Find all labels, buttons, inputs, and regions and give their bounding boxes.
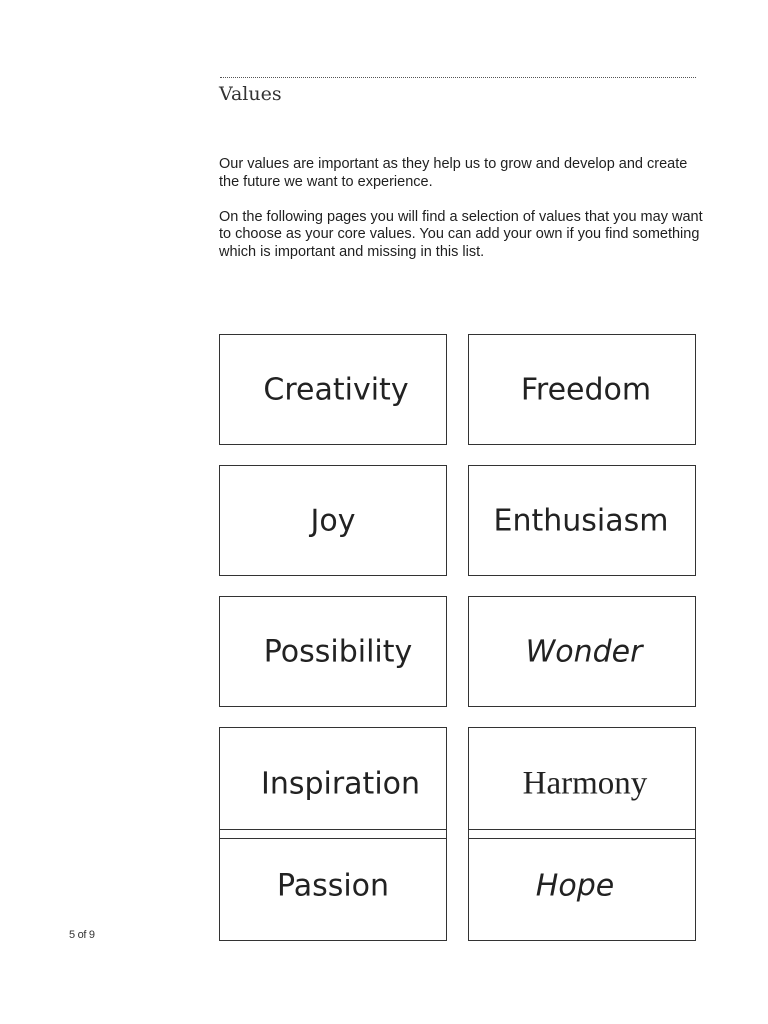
value-card-passion	[219, 829, 447, 941]
section-title: Values	[219, 83, 282, 105]
value-card-label: Hope	[535, 868, 615, 904]
value-card-label: Possibility	[263, 634, 413, 669]
page-number: 5 of 9	[69, 929, 95, 941]
value-card-wonder	[468, 596, 696, 707]
value-card-possibility	[219, 596, 447, 707]
value-card-label: Passion	[276, 868, 390, 904]
intro-text	[219, 156, 709, 279]
value-card-label: Enthusiasm	[493, 503, 669, 538]
dotted-rule	[220, 77, 696, 78]
value-card-enthusiasm	[468, 465, 696, 576]
value-card-hope	[468, 829, 696, 941]
value-card-label: Creativity	[263, 372, 409, 407]
value-card-label: Inspiration	[260, 766, 421, 802]
value-card-label: Joy	[310, 503, 356, 538]
intro-paragraph-1: Our values are important as they help us to grow and develop and create the future we want to experience.	[219, 156, 688, 190]
value-card-creativity	[219, 334, 447, 445]
intro-paragraph-2: On the following pages you will find a selection of values that you may want to choose as your core values. You can add your own if you find something which is important and missing in this list.	[219, 208, 703, 260]
value-card-label: Freedom	[520, 372, 652, 407]
value-card-joy	[219, 465, 447, 576]
card-divider	[469, 838, 695, 839]
value-card-label: Harmony	[522, 765, 648, 802]
value-card-inspiration	[219, 727, 447, 830]
value-card-harmony	[468, 727, 696, 830]
card-divider	[220, 838, 446, 839]
value-card-freedom	[468, 334, 696, 445]
value-card-label: Wonder	[525, 634, 643, 669]
